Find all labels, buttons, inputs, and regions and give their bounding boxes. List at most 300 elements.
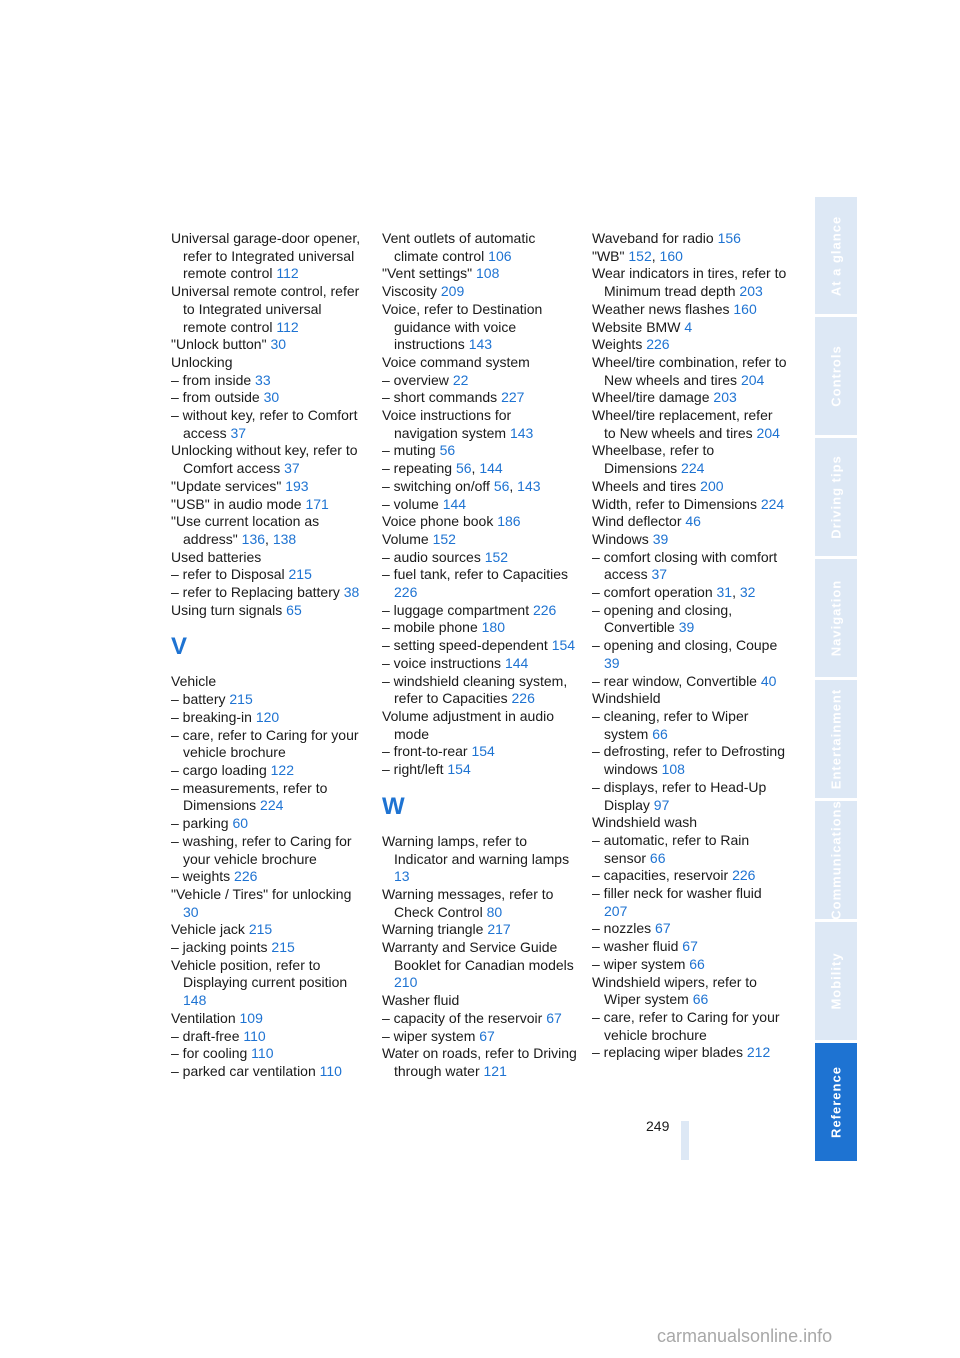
index-entry-text: – for cooling <box>171 1045 252 1062</box>
index-entry-text: – opening and closing, Convertible <box>592 601 733 636</box>
index-entry <box>382 1028 578 1046</box>
page-ref-link[interactable]: 32 <box>739 584 756 601</box>
index-entry <box>171 673 367 691</box>
index-entry <box>592 779 788 814</box>
tab-label: Driving tips <box>828 455 844 539</box>
index-entry-text: – wiper system <box>382 1027 480 1044</box>
index-entry-text: – setting speed-dependent <box>382 637 552 654</box>
index-entry <box>382 566 578 601</box>
page-ref-link[interactable]: 112 <box>276 265 299 282</box>
index-entry <box>171 602 367 620</box>
index-entry-text: – comfort closing with comfort access <box>592 548 778 583</box>
index-entry <box>382 939 578 992</box>
index-entry-text: – windshield cleaning system, refer to Capacities <box>382 672 568 707</box>
index-entry <box>382 513 578 531</box>
page-ref-link[interactable]: 40 <box>760 672 777 689</box>
index-entry <box>592 319 788 337</box>
index-entry-text: – jacking points <box>171 939 272 956</box>
page-ref-separator: , <box>651 247 660 264</box>
tab-driving-tips[interactable] <box>815 438 857 556</box>
page-ref-link[interactable]: 226 <box>511 690 535 707</box>
page-ref-link[interactable]: 31 <box>716 584 733 601</box>
index-entry-text: "Use current location as address" <box>171 513 320 547</box>
index-entry-text: Windshield wash <box>592 814 698 831</box>
index-entry <box>171 833 367 868</box>
index-entry-text: Vehicle position, refer to Displaying current position <box>171 956 348 991</box>
page-ref-link[interactable]: 67 <box>655 920 671 937</box>
page-ref-separator: , <box>732 584 740 601</box>
index-entry-text: – cargo loading <box>171 761 271 778</box>
page-ref-link[interactable]: 67 <box>479 1027 495 1044</box>
page-ref-link[interactable]: 204 <box>756 424 780 441</box>
page-ref-link[interactable]: 22 <box>452 371 469 388</box>
index-entry-text: – front-to-rear <box>382 743 472 760</box>
index-entry <box>592 602 788 637</box>
index-entry-text: "Vent settings" <box>382 265 476 282</box>
index-entry-text: "Update services" <box>171 477 286 494</box>
index-entry-text: – volume <box>382 495 443 512</box>
tab-label: Reference <box>828 1066 844 1138</box>
page-ref-link[interactable]: 152 <box>484 548 509 565</box>
index-entry <box>592 442 788 477</box>
page-number: 249 <box>646 1118 670 1134</box>
index-entry <box>171 886 367 921</box>
tab-label: Mobility <box>828 952 844 1010</box>
index-entry <box>171 1028 367 1046</box>
page-ref-link[interactable]: 227 <box>501 389 525 406</box>
page-ref-link[interactable]: 4 <box>684 318 693 335</box>
index-entry-text: – comfort operation <box>592 584 717 601</box>
page-ref-link[interactable]: 46 <box>685 513 701 530</box>
page-ref-link[interactable]: 122 <box>270 761 294 778</box>
index-column-1 <box>171 230 367 1081</box>
index-entry-text: "USB" in audio mode <box>171 495 306 512</box>
page-ref-link[interactable]: 224 <box>260 797 284 814</box>
index-entry <box>382 354 578 372</box>
index-entry-text: "Unlock button" <box>171 336 271 353</box>
page-ref-separator: , <box>471 460 480 477</box>
page-ref-link[interactable]: 217 <box>487 921 511 938</box>
index-entry <box>171 354 367 372</box>
index-entry <box>592 743 788 778</box>
index-entry <box>382 283 578 301</box>
index-entry-text: Waveband for radio <box>592 230 718 246</box>
index-entry <box>171 727 367 762</box>
index-entry-text: – capacities, reservoir <box>592 867 733 884</box>
index-entry-text: "WB" <box>592 247 629 264</box>
tab-entertainment[interactable] <box>815 680 857 798</box>
index-entry <box>592 478 788 496</box>
index-entry-text: – replacing wiper blades <box>592 1044 747 1061</box>
page-ref-link[interactable]: 66 <box>649 849 666 866</box>
index-entry <box>171 1063 367 1081</box>
page-ref-link[interactable]: 224 <box>681 460 705 477</box>
index-entry <box>382 1045 578 1080</box>
index-entry-text: Water on roads, refer to Driving through water <box>382 1045 577 1079</box>
index-entry-text: – fuel tank, refer to Capacities <box>382 566 568 583</box>
tab-controls[interactable] <box>815 317 857 435</box>
index-entry <box>171 372 367 390</box>
index-entry <box>382 496 578 514</box>
tab-label: At a glance <box>828 215 844 296</box>
index-entry-text: Warning lamps, refer to Indicator and warning lamps <box>382 832 570 867</box>
index-entry <box>382 265 578 283</box>
page-ref-link[interactable]: 186 <box>497 513 521 530</box>
page-ref-link[interactable]: 224 <box>760 495 785 512</box>
page-ref-link[interactable]: 108 <box>661 761 685 778</box>
tab-reference[interactable] <box>815 1043 857 1161</box>
index-entry-text: – nozzles <box>592 920 656 937</box>
index-entry <box>592 301 788 319</box>
page-ref-link[interactable]: 160 <box>659 247 683 264</box>
page-ref-link[interactable]: 200 <box>700 477 724 494</box>
index-entry-text: Warning messages, refer to Check Control <box>382 885 554 920</box>
index-entry-text: – repeating <box>382 460 456 477</box>
page-ref-link[interactable]: 106 <box>488 247 512 264</box>
index-entry-text: – short commands <box>382 389 502 406</box>
tab-communications[interactable] <box>815 801 857 919</box>
index-entry <box>592 814 788 832</box>
index-entry <box>382 921 578 939</box>
index-entry-text: – washing, refer to Caring for your vehicle brochure <box>171 832 352 867</box>
page-ref-link[interactable]: 112 <box>276 318 299 335</box>
index-entry <box>592 867 788 885</box>
index-entry <box>592 496 788 514</box>
index-entry-text: Wheels and tires <box>592 477 701 494</box>
index-entry-text: – filler neck for washer fluid <box>592 885 762 902</box>
index-entry-text: – audio sources <box>382 548 485 565</box>
page-ref-link[interactable]: 171 <box>305 495 329 512</box>
page-ref-link[interactable]: 226 <box>646 336 670 353</box>
index-entry <box>171 921 367 939</box>
index-entry <box>592 389 788 407</box>
index-entry-text: Windows <box>592 530 653 547</box>
tab-mobility[interactable] <box>815 922 857 1040</box>
page-ref-link[interactable]: 66 <box>652 725 668 742</box>
index-entry <box>592 1009 788 1044</box>
index-entry-text: Warning triangle <box>382 921 488 938</box>
page-ref-link[interactable]: 136 <box>241 530 266 547</box>
index-entry <box>171 762 367 780</box>
index-entry <box>171 478 367 496</box>
index-entry <box>171 780 367 815</box>
index-entry-text: Wear indicators in tires, refer to Minimum tread depth <box>592 265 787 300</box>
page-ref-link[interactable]: 30 <box>270 336 287 353</box>
index-entry-text: Wind deflector <box>592 513 686 530</box>
page-ref-link[interactable]: 37 <box>230 424 247 441</box>
page-ref-link[interactable]: 109 <box>239 1009 263 1026</box>
page-ref-link[interactable]: 226 <box>532 601 557 618</box>
index-entry-text: – without key, refer to Comfort access <box>171 407 358 441</box>
index-entry-text: – refer to Replacing battery <box>171 584 344 601</box>
page-ref-link[interactable]: 33 <box>255 371 271 388</box>
page-ref-link[interactable]: 60 <box>232 815 249 832</box>
page-ref-link[interactable]: 193 <box>285 477 309 494</box>
index-entry <box>382 407 578 442</box>
index-entry <box>171 709 367 727</box>
index-entry-text: – weights <box>171 868 235 885</box>
index-entry <box>592 248 788 266</box>
page-ref-link[interactable]: 143 <box>468 336 493 353</box>
index-entry-text: – draft-free <box>171 1027 244 1044</box>
page-ref-link[interactable]: 148 <box>183 992 207 1009</box>
page-ref-link[interactable]: 30 <box>263 389 280 406</box>
index-entry <box>382 886 578 921</box>
index-entry-text: Unlocking <box>171 353 233 370</box>
index-entry-text: Used batteries <box>171 548 262 565</box>
index-entry-text: Volume <box>382 530 433 547</box>
index-entry-text: Viscosity <box>382 283 441 300</box>
index-entry <box>592 265 788 300</box>
index-entry <box>171 549 367 567</box>
index-entry-text: Unlocking without key, refer to Comfort access <box>171 442 358 477</box>
index-entry-text: – voice instructions <box>382 654 505 671</box>
page-ref-link[interactable]: 110 <box>251 1045 274 1062</box>
page-ref-link[interactable]: 56 <box>455 460 472 477</box>
index-entry-text: – mobile phone <box>382 619 482 636</box>
index-entry <box>382 389 578 407</box>
index-entry <box>382 992 578 1010</box>
index-entry-text: Vehicle <box>171 673 217 690</box>
index-entry <box>171 407 367 442</box>
page-ref-link[interactable]: 39 <box>652 530 669 547</box>
index-column-2 <box>382 230 578 1081</box>
index-entry <box>382 761 578 779</box>
page-ref-link[interactable]: 39 <box>604 654 620 671</box>
index-entry <box>592 230 788 248</box>
page-ref-link[interactable]: 154 <box>551 637 576 654</box>
index-entry-text: Universal garage-door opener, refer to Integrated universal remote control <box>171 230 361 282</box>
index-entry <box>171 513 367 548</box>
index-entry <box>382 478 578 496</box>
page-ref-link[interactable]: 226 <box>234 868 258 885</box>
page-ref-link[interactable]: 152 <box>432 530 456 547</box>
index-entry <box>592 956 788 974</box>
index-entry-text: – measurements, refer to Dimensions <box>171 779 328 814</box>
section-tabs <box>815 197 857 1161</box>
index-entry <box>382 460 578 478</box>
page-ref-link[interactable]: 120 <box>255 708 280 725</box>
page-ref-link[interactable]: 203 <box>739 283 763 300</box>
page-ref-link[interactable]: 152 <box>628 247 652 264</box>
index-entry-text: Wheel/tire damage <box>592 389 714 406</box>
index-entry-text: Warranty and Service Guide Booklet for Canadian models <box>382 939 574 973</box>
page-ref-link[interactable]: 154 <box>447 761 471 778</box>
tab-label: Communications <box>828 800 844 920</box>
tab-label: Entertainment <box>828 688 844 790</box>
page-ref-link[interactable]: 154 <box>471 743 495 760</box>
page-ref-link[interactable]: 210 <box>394 974 418 991</box>
page-ref-link[interactable]: 160 <box>733 300 757 317</box>
index-entry-text: – parking <box>171 815 233 832</box>
index-entry <box>382 743 578 761</box>
page-ref-link[interactable]: 215 <box>248 921 273 938</box>
page-ref-link[interactable]: 39 <box>678 619 695 636</box>
index-entry <box>171 939 367 957</box>
index-entry <box>382 655 578 673</box>
page-ref-link[interactable]: 226 <box>394 584 418 601</box>
index-entry <box>171 1045 367 1063</box>
index-entry <box>592 673 788 691</box>
index-entry <box>592 637 788 672</box>
page-ref-link[interactable]: 204 <box>740 371 765 388</box>
index-entry-text: Width, refer to Dimensions <box>592 495 761 512</box>
index-entry-text: "Vehicle / Tires" for unlocking <box>171 885 352 902</box>
index-entry-text: Voice instructions for navigation system <box>382 407 512 441</box>
page-ref-link[interactable]: 226 <box>732 867 756 884</box>
index-entry <box>382 442 578 460</box>
page-ref-link[interactable]: 67 <box>546 1009 562 1026</box>
index-entry <box>592 336 788 354</box>
index-entry <box>592 885 788 920</box>
page-ref-link[interactable]: 121 <box>483 1062 507 1079</box>
index-entry-text: – from outside <box>171 389 264 406</box>
index-entry-text: – displays, refer to Head-Up Display <box>592 778 767 813</box>
index-entry <box>592 584 788 602</box>
tab-at-a-glance[interactable] <box>815 197 857 314</box>
index-entry <box>592 1044 788 1062</box>
index-entry-text: – washer fluid <box>592 938 683 955</box>
section-letter: W <box>382 792 405 820</box>
index-entry <box>382 833 578 886</box>
page-ref-link[interactable]: 67 <box>682 938 698 955</box>
page-ref-link[interactable]: 207 <box>604 902 628 919</box>
tab-navigation[interactable] <box>815 559 857 677</box>
index-entry-text: – rear window, Convertible <box>592 672 761 689</box>
index-entry <box>592 938 788 956</box>
page-ref-link[interactable]: 97 <box>653 796 670 813</box>
page-ref-link[interactable]: 30 <box>183 903 199 920</box>
page-ref-link[interactable]: 56 <box>493 477 510 494</box>
page-ref-link[interactable]: 203 <box>713 389 737 406</box>
page-ref-link[interactable]: 37 <box>284 460 300 477</box>
index-entry-text: Volume adjustment in audio mode <box>382 707 554 742</box>
page-ref-link[interactable]: 143 <box>517 477 541 494</box>
index-entry <box>382 301 578 354</box>
index-entry-text: – care, refer to Caring for your vehicle brochure <box>592 1008 780 1043</box>
page-ref-link[interactable]: 215 <box>288 566 312 583</box>
index-entry-text: – breaking-in <box>171 708 256 725</box>
index-entry-text: – battery <box>171 691 230 708</box>
index-entry-text: – overview <box>382 371 453 388</box>
index-entry <box>382 549 578 567</box>
index-entry-text: Website BMW <box>592 318 685 335</box>
page-ref-link[interactable]: 138 <box>272 530 297 547</box>
index-entry-text: – automatic, refer to Rain sensor <box>592 831 750 866</box>
page-ref-link[interactable]: 108 <box>476 265 500 282</box>
page-ref-link[interactable]: 37 <box>651 566 668 583</box>
index-entry-text: – refer to Disposal <box>171 566 289 583</box>
page-ref-link[interactable]: 143 <box>509 424 534 441</box>
page-ref-link[interactable]: 215 <box>271 939 295 956</box>
index-entry-text: – right/left <box>382 761 448 778</box>
index-entry <box>171 691 367 709</box>
index-entry <box>592 513 788 531</box>
index-entry <box>382 531 578 549</box>
index-entry-text: – parked car ventilation <box>171 1062 320 1079</box>
index-entry <box>382 602 578 620</box>
tab-label: Navigation <box>828 579 844 657</box>
page-ref-link[interactable]: 212 <box>746 1044 771 1061</box>
page-ref-link[interactable]: 66 <box>692 991 709 1008</box>
index-entry-text: Voice, refer to Destination guidance with voice instructions <box>382 300 543 353</box>
page-ref-link[interactable]: 180 <box>481 619 505 636</box>
page-ref-link[interactable]: 156 <box>717 230 741 246</box>
page-ref-link[interactable]: 13 <box>394 868 410 885</box>
index-entry-text: Windshield <box>592 690 661 707</box>
index-entry-text: – wiper system <box>592 955 690 972</box>
index-entry-text: – defrosting, refer to Defrosting windows <box>592 743 785 778</box>
watermark: carmanualsonline.info <box>657 1326 833 1346</box>
index-entry <box>171 957 367 1010</box>
index-entry <box>592 920 788 938</box>
index-entry <box>382 230 578 265</box>
index-entry-text: – luggage compartment <box>382 601 533 618</box>
index-entry <box>592 531 788 549</box>
index-entry-text: Universal remote control, refer to Integrated universal remote control <box>171 283 360 335</box>
index-entry <box>382 1010 578 1028</box>
index-entry <box>171 442 367 477</box>
index-entry-text: – opening and closing, Coupe <box>592 637 778 654</box>
index-entry-text: – switching on/off <box>382 477 494 494</box>
index-entry <box>171 1010 367 1028</box>
page-ref-link[interactable]: 65 <box>286 601 302 618</box>
page-ref-link[interactable]: 144 <box>504 654 529 671</box>
index-entry-text: Ventilation <box>171 1009 240 1026</box>
index-entry <box>382 637 578 655</box>
index-entry-text: Vehicle jack <box>171 921 249 938</box>
index-entry <box>592 974 788 1009</box>
page-ref-link[interactable]: 80 <box>486 903 503 920</box>
index-entry <box>382 619 578 637</box>
tab-label: Controls <box>828 345 844 407</box>
index-entry <box>171 389 367 407</box>
index-entry-text: Voice phone book <box>382 513 498 530</box>
page-ref-link[interactable]: 38 <box>343 584 360 601</box>
index-entry <box>382 673 578 708</box>
page-ref-link[interactable]: 209 <box>440 283 465 300</box>
page-number-bar <box>681 1121 689 1160</box>
page-ref-link[interactable]: 56 <box>439 442 456 459</box>
page-ref-link[interactable]: 66 <box>689 955 705 972</box>
page-ref-separator: , <box>509 477 518 494</box>
index-entry <box>171 283 367 336</box>
index-entry-text: Weights <box>592 336 647 353</box>
page-ref-link[interactable]: 215 <box>229 691 253 708</box>
index-entry-text: Washer fluid <box>382 992 460 1009</box>
index-entry-text: Vent outlets of automatic climate control <box>382 230 536 264</box>
index-entry-text: Voice command system <box>382 353 530 370</box>
page-ref-link[interactable]: 144 <box>442 495 467 512</box>
index-entry-text: – care, refer to Caring for your vehicle brochure <box>171 726 359 761</box>
index-entry <box>592 407 788 442</box>
index-entry <box>592 708 788 743</box>
index-entry <box>592 832 788 867</box>
section-letter: V <box>171 633 188 661</box>
index-entry-text: – muting <box>382 442 440 459</box>
index-entry-text: Wheelbase, refer to Dimensions <box>592 442 715 477</box>
index-entry-text: Wheel/tire replacement, refer to New wheels and tires <box>592 407 773 441</box>
index-entry <box>171 868 367 886</box>
page-ref-link[interactable]: 110 <box>319 1062 342 1079</box>
index-entry <box>171 336 367 354</box>
index-entry <box>171 496 367 514</box>
page-ref-link[interactable]: 110 <box>243 1027 266 1044</box>
index-entry <box>171 815 367 833</box>
index-entry <box>592 549 788 584</box>
page-ref-link[interactable]: 144 <box>479 460 503 477</box>
index-entry <box>382 708 578 743</box>
